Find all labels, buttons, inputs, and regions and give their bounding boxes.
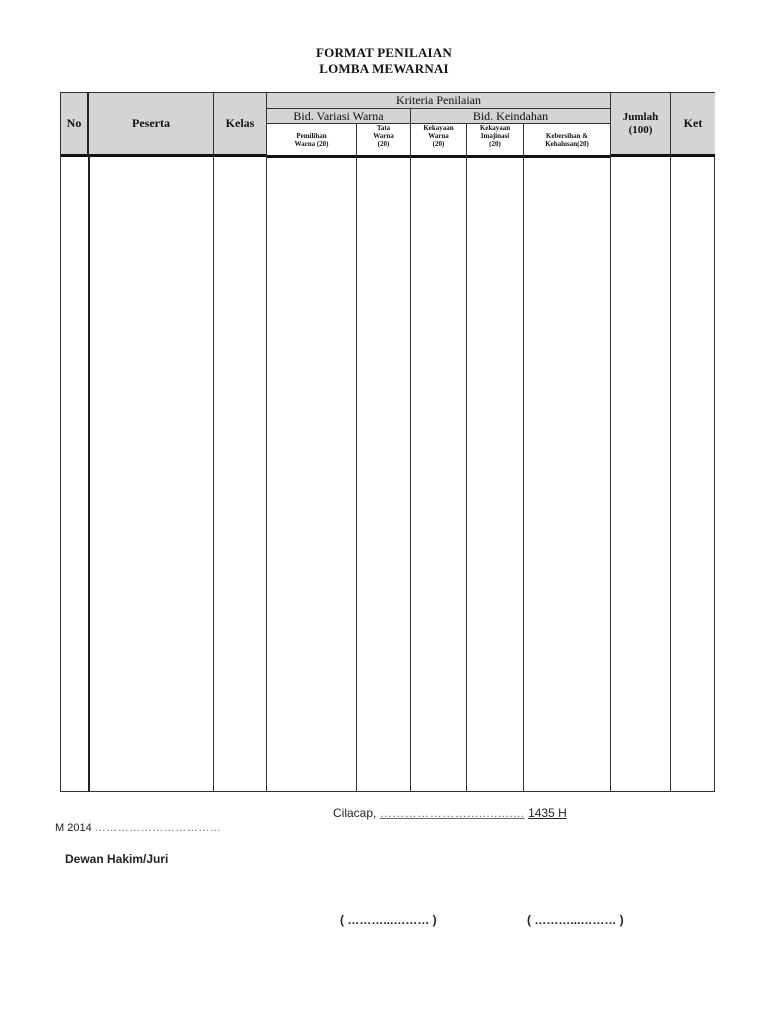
header-jumlah	[611, 93, 671, 155]
header-tata-line3: (20)	[377, 140, 390, 148]
header-kriteria-label: Kriteria Penilaian	[396, 93, 481, 107]
header-tata-warna	[357, 124, 411, 155]
header-kekayaan-warna	[411, 124, 467, 155]
header-pemilihan-line1: Pemilihan	[296, 131, 327, 140]
header-kekayaan-imajinasi	[467, 124, 524, 155]
header-ket-label: Ket	[683, 116, 703, 130]
col-line-kekayaan-imajinasi	[523, 155, 524, 792]
header-kebersihan	[524, 124, 611, 155]
header-group-keindahan	[411, 109, 611, 124]
header-kelas-label: Kelas	[225, 116, 255, 130]
col-line-kebersihan	[610, 155, 611, 792]
col-line-tata	[410, 155, 411, 792]
signature-2: ( ………...……… )	[527, 913, 624, 927]
header-group-keindahan-label: Bid. Keindahan	[472, 108, 549, 123]
col-line-kekayaan-warna	[466, 155, 467, 792]
header-bottom-rule-right	[611, 154, 715, 157]
header-group-variasi	[267, 109, 411, 124]
signature-1: ( ………...……… )	[340, 913, 437, 927]
masehi-year: M 2014	[55, 822, 92, 834]
col-line-jumlah	[670, 155, 671, 792]
header-bottom-rule-left	[61, 154, 267, 157]
header-peserta	[89, 93, 214, 155]
header-group-variasi-label: Bid. Variasi Warna	[293, 108, 384, 123]
scoring-table	[60, 92, 715, 792]
dewan-hakim-label: Dewan Hakim/Juri	[65, 852, 169, 866]
place-label: Cilacap,	[333, 806, 377, 820]
date-line	[333, 806, 567, 820]
header-ket	[671, 93, 715, 155]
col-line-peserta	[213, 155, 214, 792]
header-peserta-label: Peserta	[132, 116, 170, 130]
header-kekayaan-imajinasi-line2: Imajinasi	[480, 132, 510, 140]
header-kekayaan-imajinasi-line1: Kekayaan	[479, 124, 511, 132]
col-line-kelas	[266, 155, 267, 792]
header-kekayaan-warna-line2: Warna	[428, 132, 449, 140]
header-tata-line1: Tata	[376, 124, 391, 132]
header-bottom-rule-sub	[267, 155, 611, 158]
col-line-no	[88, 155, 90, 792]
header-tata-line2: Warna	[373, 132, 394, 140]
header-no	[61, 93, 89, 155]
col-line-pemilihan	[356, 155, 357, 792]
header-kebersihan-line1: Kebersihan &	[545, 131, 589, 140]
masehi-line	[55, 822, 221, 834]
header-kebersihan-line2: Kehalusan(20)	[545, 139, 589, 148]
date-blank: …………………...............	[379, 806, 525, 820]
header-pemilihan-warna	[267, 124, 357, 155]
header-kekayaan-imajinasi-line3: (20)	[489, 140, 501, 148]
header-jumlah-line2: (100)	[628, 124, 653, 136]
header-kekayaan-warna-line1: Kekayaan	[423, 124, 454, 132]
header-no-label: No	[66, 116, 82, 130]
document-title: FORMAT PENILAIAN	[316, 45, 452, 60]
header-kelas	[214, 93, 267, 155]
header-pemilihan-line2: Warna (20)	[294, 139, 329, 148]
hijri-year: 1435 H	[528, 806, 567, 820]
document-subtitle: LOMBA MEWARNAI	[319, 61, 449, 76]
header-jumlah-line1: Jumlah	[622, 111, 659, 123]
masehi-blank: ……………………………	[94, 822, 222, 834]
header-kekayaan-warna-line3: (20)	[432, 140, 445, 148]
header-kriteria	[267, 93, 611, 109]
